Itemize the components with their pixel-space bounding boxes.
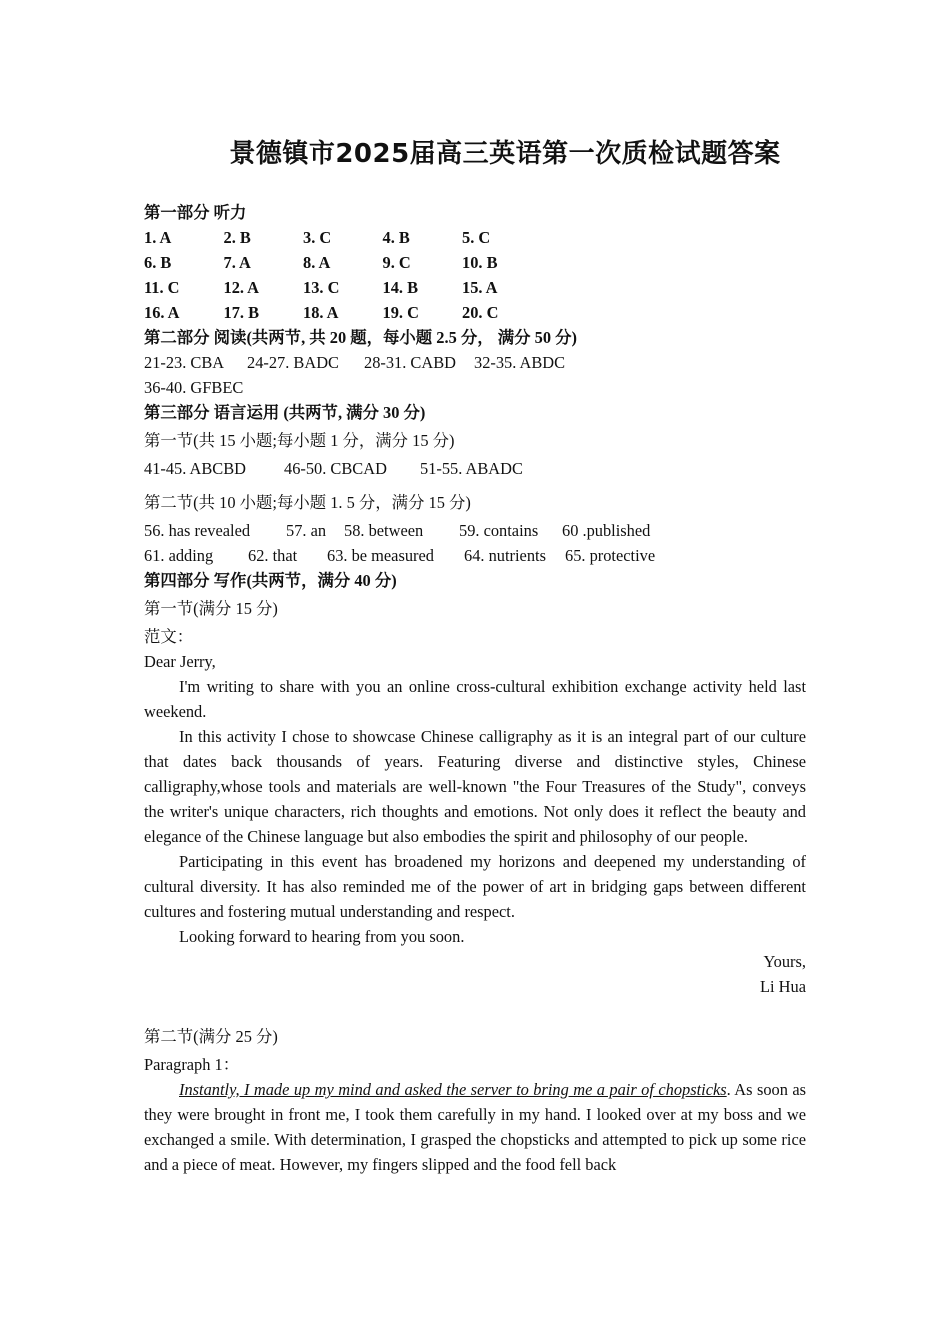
part1-heading: 第一部分 听力	[144, 203, 247, 222]
answer-item: 64. nutrients	[464, 546, 546, 565]
answer-item: 63. be measured	[327, 546, 434, 565]
part2-answers-line2: 36-40. GFBEC	[144, 378, 244, 397]
answer-group: 51-55. ABADC	[420, 459, 523, 478]
answer-group: 32-35. ABDC	[474, 353, 566, 372]
part3-section1-heading: 第一节(共 15 小题;每小题 1 分，满分 15 分)	[144, 431, 455, 450]
part3-section1-answers	[144, 456, 806, 481]
answer-item: 6. B	[144, 253, 172, 272]
answer-item: 18. A	[303, 303, 339, 322]
answer-content	[144, 200, 806, 1177]
answer-item: 20. C	[462, 303, 499, 322]
letter-paragraph: Looking forward to hearing from you soon.	[179, 927, 465, 946]
answer-item: 15. A	[462, 278, 498, 297]
answer-item: 13. C	[303, 278, 340, 297]
letter-greeting: Dear Jerry,	[144, 652, 216, 671]
answer-item: 19. C	[382, 303, 419, 322]
answer-item: 2. B	[223, 228, 251, 247]
part4-heading: 第四部分 写作(共两节，满分 40 分)	[144, 571, 397, 590]
answer-item: 4. B	[382, 228, 410, 247]
letter-paragraph: I'm writing to share with you an online cross-cultural exhibition exchange activity held last weekend.	[144, 677, 806, 721]
answer-item: 60 .published	[562, 521, 651, 540]
answer-item: 12. A	[223, 278, 260, 297]
answer-item: 17. B	[223, 303, 260, 322]
answer-item: 61. adding	[144, 546, 214, 565]
answer-item: 56. has revealed	[144, 521, 251, 540]
part3-section2-answers-line1	[144, 518, 806, 543]
continuation-underlined: Instantly, I made up my mind and asked the server to bring me a pair of chopsticks	[179, 1080, 727, 1099]
answer-group: 28-31. CABD	[364, 353, 456, 372]
answer-row	[144, 300, 806, 325]
answer-row	[144, 225, 806, 250]
answer-item: 59. contains	[459, 521, 539, 540]
part2-heading: 第二部分 阅读(共两节, 共 20 题，每小题 2.5 分， 满分 50 分)	[144, 328, 577, 347]
answer-item: 3. C	[303, 228, 332, 247]
letter-paragraph: In this activity I chose to showcase Chinese calligraphy as it is an integral part of our culture that dates back thousands of years. Featuring diverse and distinctive styles, Chinese calligraphy,whose tools and materials are well-known "the Four Treasures of the Study", conveys the writer's unique characters, rich thoughts and emotions. Not only does it reflect the beauty and elegance of the Chinese language but also embodies the spirit and philosophy of our people.	[144, 727, 806, 846]
answer-item: 11. C	[144, 278, 180, 297]
answer-group: 24-27. BADC	[247, 353, 339, 372]
answer-item: 10. B	[462, 253, 498, 272]
answer-group: 41-45. ABCBD	[144, 459, 247, 478]
part4-section1-heading: 第一节(满分 15 分)	[144, 599, 278, 618]
part3-section2-heading: 第二节(共 10 小题;每小题 1. 5 分，满分 15 分)	[144, 493, 471, 512]
part3-heading: 第三部分 语言运用 (共两节, 满分 30 分)	[144, 403, 426, 422]
page-title: 景德镇市2025届高三英语第一次质检试题答案	[229, 139, 781, 169]
answer-item: 58. between	[344, 521, 424, 540]
answer-group: 46-50. CBCAD	[284, 459, 387, 478]
paragraph-label: Paragraph 1：	[144, 1055, 240, 1074]
letter-closing: Yours,	[763, 952, 806, 971]
answer-item: 14. B	[382, 278, 419, 297]
answer-item: 1. A	[144, 228, 172, 247]
continuation-paragraph	[144, 1077, 806, 1177]
letter-signature: Li Hua	[760, 977, 806, 996]
answer-item: 5. C	[462, 228, 491, 247]
answer-item: 65. protective	[565, 546, 656, 565]
answer-group: 21-23. CBA	[144, 353, 225, 372]
answer-row	[144, 275, 806, 300]
part3-section2-answers-line2	[144, 543, 806, 568]
part4-section2-heading: 第二节(满分 25 分)	[144, 1027, 278, 1046]
part2-answers-line1	[144, 350, 806, 375]
answer-item: 7. A	[223, 253, 251, 272]
continuation-rest: . As soon as they were brought in front me, I took them carefully in my hand. I looked over at my boss and we exchanged a smile. With determination, I grasped the chopsticks and attempted to pick up some rice and a piece of meat. However, my fingers slipped and the food fell back	[144, 1080, 807, 1174]
answer-item: 9. C	[382, 253, 411, 272]
answer-item: 16. A	[144, 303, 180, 322]
answer-row	[144, 250, 806, 275]
answer-item: 62. that	[248, 546, 298, 565]
sample-label: 范文：	[144, 627, 194, 646]
answer-item: 57. an	[286, 521, 327, 540]
part1-answers	[144, 225, 806, 325]
letter-paragraph: Participating in this event has broadened my horizons and deepened my understanding of cultural diversity. It has also reminded me of the power of art in bridging gaps between different cultures and fostering mutual understanding and respect.	[144, 852, 806, 921]
answer-item: 8. A	[303, 253, 331, 272]
